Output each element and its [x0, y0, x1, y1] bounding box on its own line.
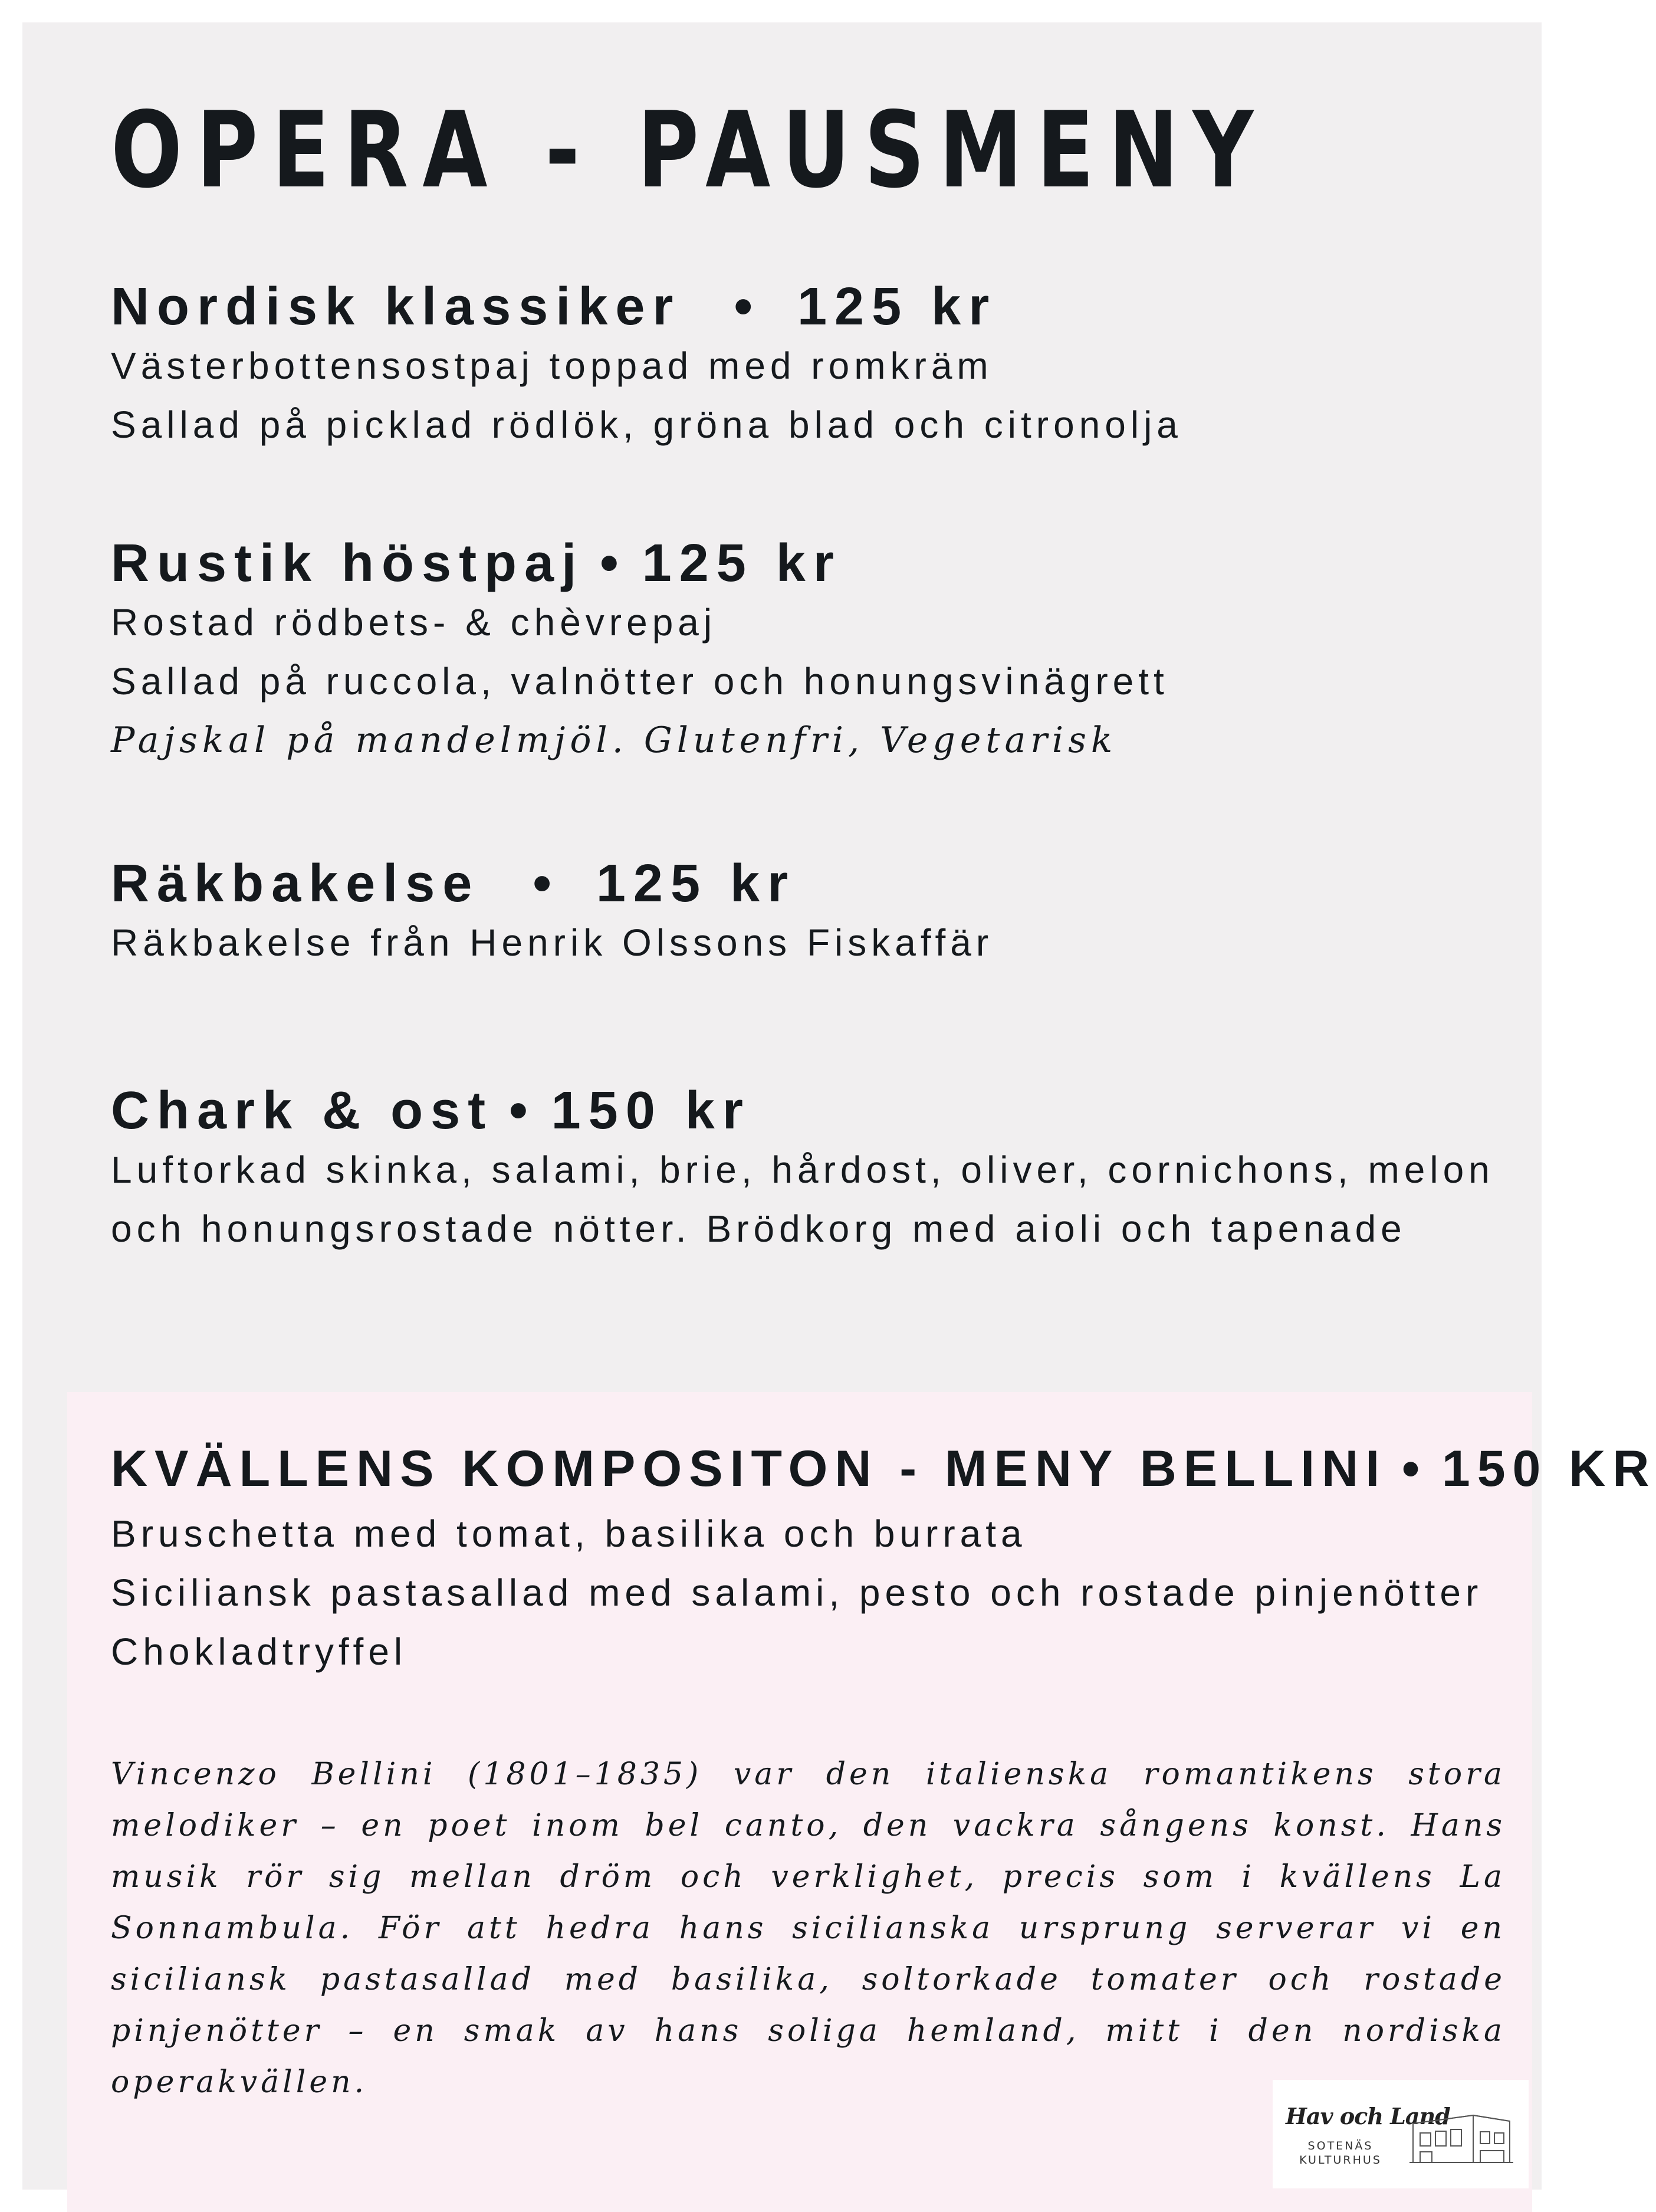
- menu-item-heading: [111, 854, 993, 913]
- menu-item-name: Chark & ost: [111, 1081, 494, 1140]
- menu-item-heading: [111, 1081, 1494, 1140]
- menu-item-description: Sallad på ruccola, valnötter och honungsvinägrett: [111, 660, 1169, 703]
- menu-item-description: Räkbakelse från Henrik Olssons Fiskaffär: [111, 921, 994, 964]
- menu-item-note: Pajskal på mandelmjöl. Glutenfri, Vegetarisk: [111, 720, 1118, 761]
- logo-subtitle-line: SOTENÄS: [1307, 2139, 1374, 2152]
- page-title: OPERA - PAUSMENY: [111, 89, 1268, 211]
- separator-dot: •: [1401, 1440, 1427, 1497]
- building-icon: [1408, 2098, 1514, 2168]
- menu-item-name: Nordisk klassiker: [111, 277, 681, 336]
- menu-page: [22, 22, 1656, 2190]
- menu-item-rustik-hostpaj: [111, 534, 1169, 770]
- separator-dot: •: [600, 534, 626, 593]
- menu-item-name: Rustik höstpaj: [111, 534, 584, 593]
- menu-item-nordisk-klassiker: [111, 277, 1182, 454]
- bellini-course-list: [111, 1504, 1483, 1681]
- bellini-course: Siciliansk pastasallad med salami, pesto och rostade pinjenötter: [111, 1571, 1483, 1614]
- menu-item-chark-och-ost: [111, 1081, 1494, 1258]
- separator-dot: •: [509, 1081, 535, 1140]
- bellini-description: Vincenzo Bellini (1801–1835) var den italienska romantikens stora melodiker – en poet inom bel canto, den vackra sångens konst. Hans musik rör sig mellan dröm och verklighet, precis som i kvällens La Sonnambula. För att hedra hans sicilianska ursprung serverar vi en siciliansk pastasallad med basilika, soltorkade tomater och rostade pinjenötter – en smak av hans soliga hemland, mitt i den nordiska operakvällen.: [111, 1757, 1506, 2100]
- separator-dot: •: [734, 277, 760, 336]
- menu-item-price: 150 kr: [551, 1081, 751, 1140]
- bellini-heading: [111, 1439, 1656, 1498]
- menu-item-description: Västerbottensostpaj toppad med romkräm: [111, 344, 993, 387]
- menu-item-description: Sallad på picklad rödlök, gröna blad och citronolja: [111, 403, 1182, 446]
- menu-item-description: och honungsrostade nötter. Brödkorg med aioli och tapenade: [111, 1207, 1407, 1250]
- separator-dot: •: [533, 854, 559, 913]
- bellini-course: Chokladtryffel: [111, 1630, 408, 1673]
- menu-item-heading: [111, 277, 1182, 336]
- menu-item-name: Räkbakelse: [111, 854, 480, 913]
- bellini-price: 150 KR: [1441, 1440, 1656, 1497]
- menu-item-price: 125 kr: [797, 277, 997, 336]
- logo-subtitle: [1296, 2139, 1385, 2167]
- logo-script-text: Hav och Land: [1286, 2103, 1450, 2129]
- hav-och-land-logo: [1273, 2080, 1529, 2188]
- bellini-title: KVÄLLENS KOMPOSITON - MENY BELLINI: [111, 1440, 1387, 1497]
- menu-item-price: 125 kr: [642, 534, 842, 593]
- menu-item-description: Rostad rödbets- & chèvrepaj: [111, 601, 717, 644]
- bellini-menu-section: [67, 1392, 1656, 2212]
- bellini-course: Bruschetta med tomat, basilika och burrata: [111, 1512, 1027, 1555]
- menu-item-heading: [111, 534, 1169, 593]
- menu-item-rakbakelse: [111, 854, 993, 972]
- logo-subtitle-line: KULTURHUS: [1299, 2154, 1382, 2167]
- menu-item-price: 125 kr: [596, 854, 796, 913]
- menu-item-description: Luftorkad skinka, salami, brie, hårdost, oliver, cornichons, melon: [111, 1148, 1494, 1191]
